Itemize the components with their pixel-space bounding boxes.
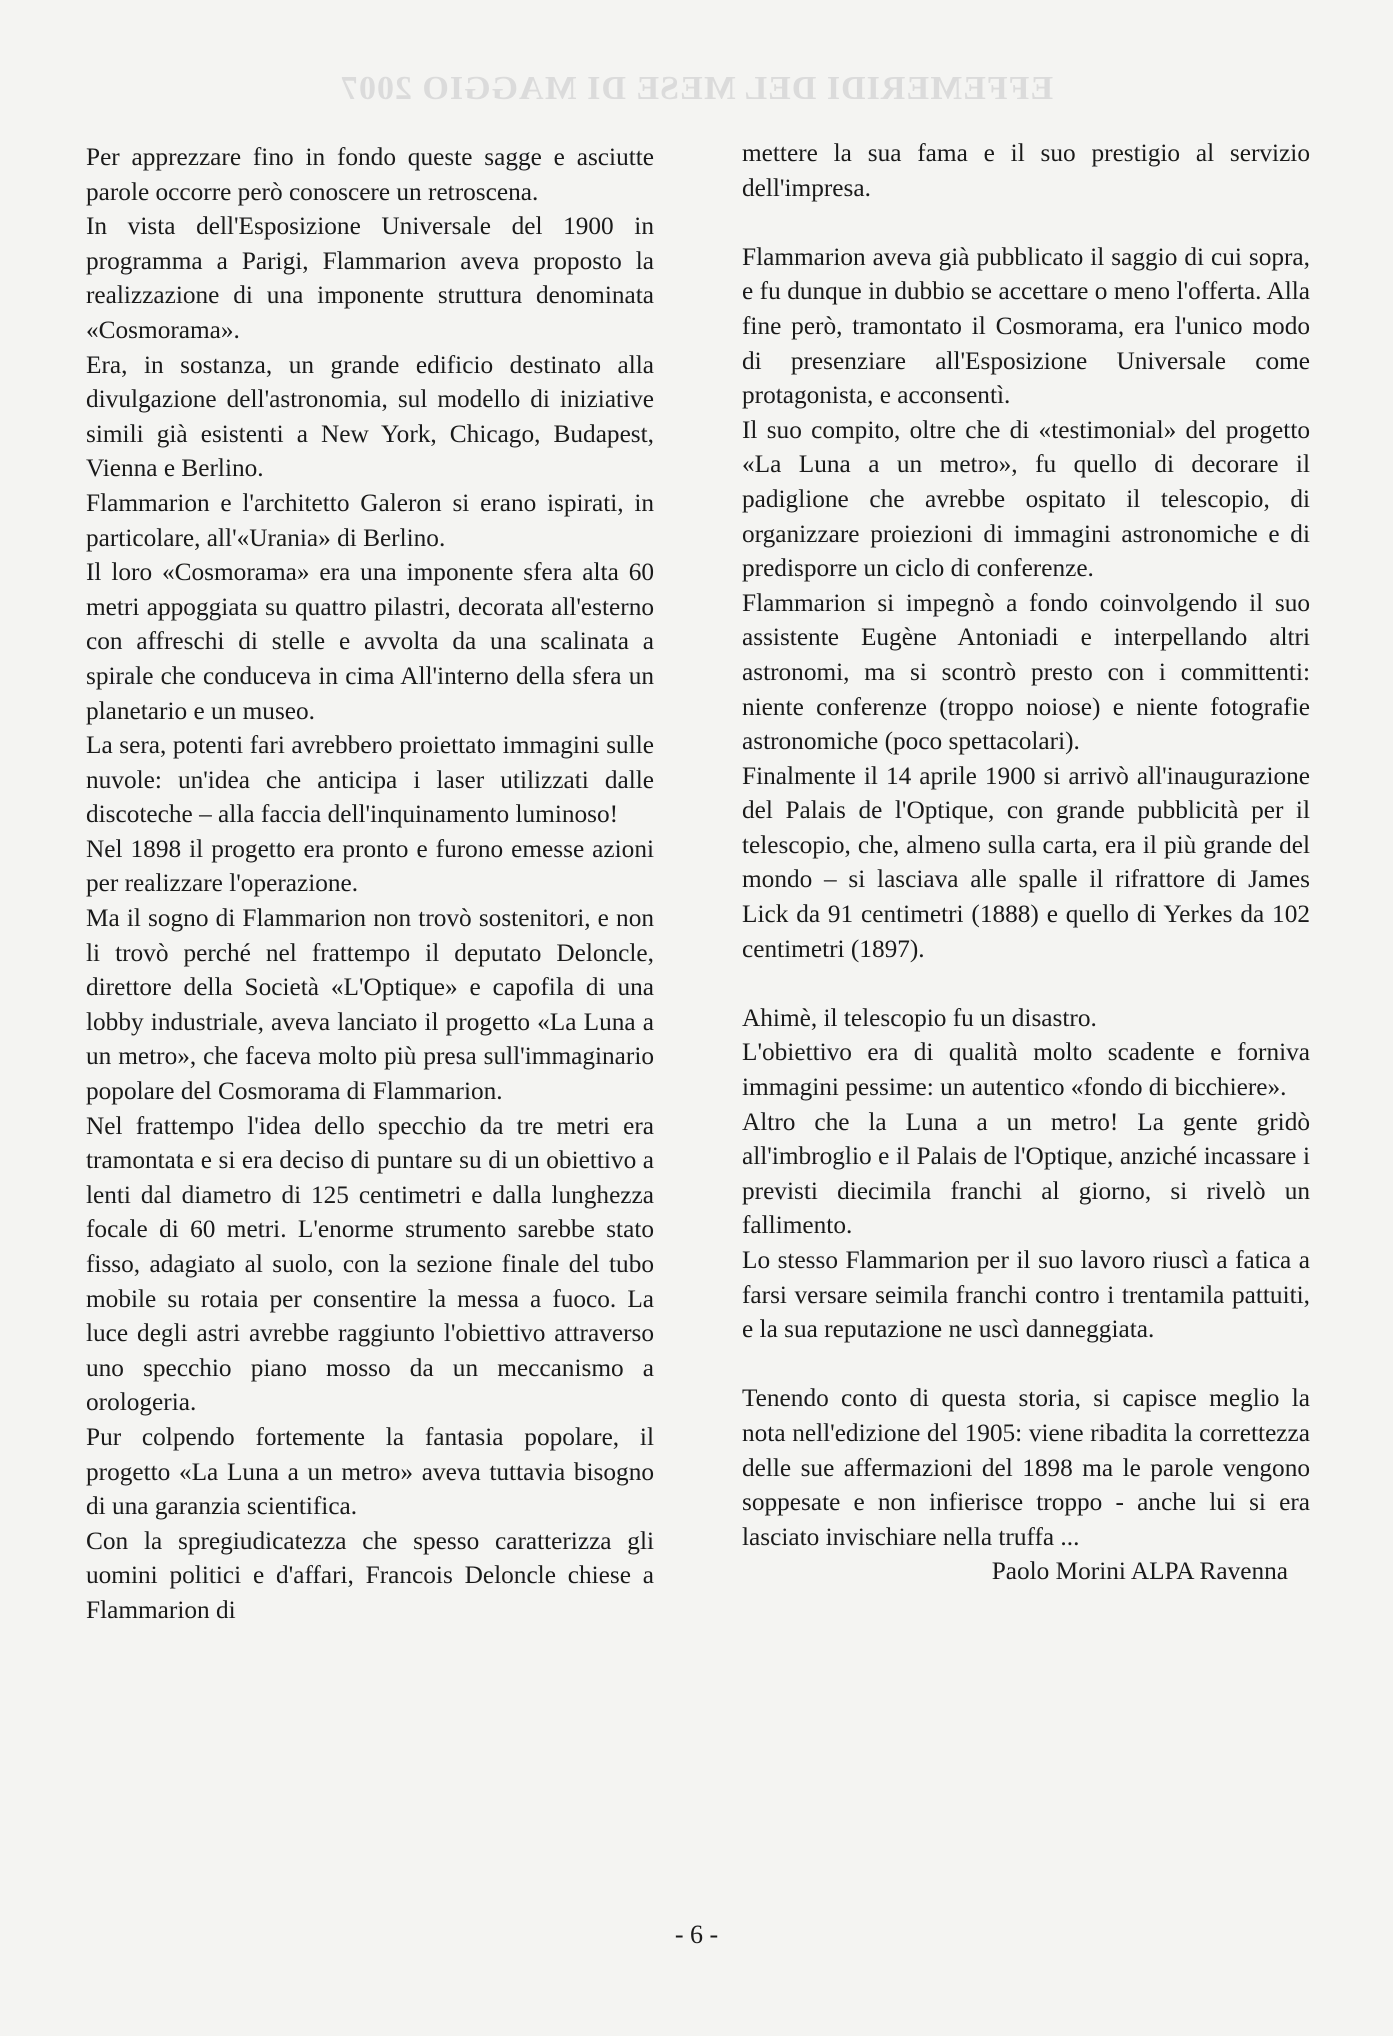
- paragraph: La sera, potenti fari avrebbero proiettato immagini sulle nuvole: un'idea che anticipa i laser utilizzati dalle discoteche – alla faccia dell'inquinamento luminoso!: [86, 731, 654, 829]
- page-number: - 6 -: [674, 1920, 719, 1949]
- author-signature: Paolo Morini ALPA Ravenna: [991, 1557, 1288, 1586]
- paragraph: Lo stesso Flammarion per il suo lavoro riuscì a fatica a farsi versare seimila franchi contro i trentamila pattuiti, e la sua reputazione ne uscì danneggiata.: [742, 1246, 1310, 1344]
- paragraph: Ahimè, il telescopio fu un disastro.: [742, 1003, 1097, 1032]
- paragraph: Il suo compito, oltre che di «testimonial» del progetto «La Luna a un metro», fu quello di decorare il padiglione che avrebbe ospitato il telescopio, di organizzare proiezioni di immagini astronomiche e di predisporre un ciclo di conferenze.: [742, 415, 1310, 583]
- paragraph: Ma il sogno di Flammarion non trovò sostenitori, e non li trovò perché nel frattempo il deputato Deloncle, direttore della Società «L'Optique» e capofila di una lobby industriale, aveva lanciato il progetto «La Luna a un metro», che faceva molto più presa sull'immaginario popolare del Cosmorama di Flammarion.: [86, 904, 654, 1106]
- paragraph: mettere la sua fama e il suo prestigio al servizio dell'impresa.: [742, 139, 1310, 202]
- paragraph-spacer: [742, 205, 1310, 240]
- paragraph: Nel frattempo l'idea dello specchio da tre metri era tramontata e si era deciso di puntare su di un obiettivo a lenti dal diametro di 125 centimetri e dalla lunghezza focale di 60 metri. L'enorme strumento sarebbe stato fisso, adagiato al suolo, con la sezione finale del tubo mobile su rotaia per consentire la messa a fuoco. La luce degli astri avrebbe raggiunto l'obiettivo attraverso uno specchio piano mosso da un meccanismo a orologeria.: [86, 1111, 654, 1417]
- paragraph: Altro che la Luna a un metro! La gente gridò all'imbroglio e il Palais de l'Optique, anziché incassare i previsti diecimila franchi al giorno, si rivelò un fallimento.: [742, 1107, 1310, 1240]
- paragraph: Il loro «Cosmorama» era una imponente sfera alta 60 metri appoggiata su quattro pilastri, decorata all'esterno con affreschi di stelle e avvolta da una scalinata a spirale che conduceva in cima All'interno della sfera un planetario e un museo.: [86, 558, 654, 725]
- paragraph: Pur colpendo fortemente la fantasia popolare, il progetto «La Luna a un metro» aveva tuttavia bisogno di una garanzia scientifica.: [86, 1422, 654, 1521]
- paragraph-spacer: [742, 1347, 1310, 1382]
- paragraph: Con la spregiudicatezza che spesso caratterizza gli uomini politici e d'affari, Francois Deloncle chiese a Flammarion di: [86, 1526, 654, 1624]
- paragraph: In vista dell'Esposizione Universale del 1900 in programma a Parigi, Flammarion aveva proposto la realizzazione di una imponente struttura denominata «Cosmorama».: [86, 212, 654, 344]
- paragraph: Tenendo conto di questa storia, si capisce meglio la nota nell'edizione del 1905: viene ribadita la correttezza delle sue affermazioni del 1898 ma le parole vengono soppesate e non infierisce troppo - anche lui si era lasciato invischiare nella truffa ...: [742, 1384, 1310, 1551]
- paragraph: Flammarion si impegnò a fondo coinvolgendo il suo assistente Eugène Antoniadi e interpellando altri astronomi, ma si scontrò presto con i committenti: niente conferenze (troppo noiose) e niente fotografie astronomiche (poco spettacolari).: [742, 588, 1310, 756]
- right-column: [742, 136, 1310, 1589]
- paragraph-spacer: [742, 966, 1310, 1001]
- paragraph: Flammarion e l'architetto Galeron si erano ispirati, in particolare, all'«Urania» di Berlino.: [86, 488, 654, 552]
- bleed-through-header: EFFEMERIDI DEL MESE DI MAGGIO 2007: [339, 70, 1054, 107]
- paragraph: Era, in sostanza, un grande edificio destinato alla divulgazione dell'astronomia, sul modello di iniziative simili già esistenti a New York, Chicago, Budapest, Vienna e Berlino.: [86, 350, 654, 483]
- paragraph: Finalmente il 14 aprile 1900 si arrivò all'inaugurazione del Palais de l'Optique, con grande pubblicità per il telescopio, che, almeno sulla carta, era il più grande del mondo – si lasciava alle spalle il rifrattore di James Lick da 91 centimetri (1888) e quello di Yerkes da 102 centimetri (1897).: [742, 761, 1310, 963]
- paragraph: Nel 1898 il progetto era pronto e furono emesse azioni per realizzare l'operazione.: [86, 834, 654, 898]
- paragraph: Flammarion aveva già pubblicato il saggio di cui sopra, e fu dunque in dubbio se accettare o meno l'offerta. Alla fine però, tramontato il Cosmorama, era l'unico modo di presenziare all'Esposizione Universale come protagonista, e acconsentì.: [742, 242, 1310, 410]
- paragraph: Per apprezzare fino in fondo queste sagge e asciutte parole occorre però conoscere un retroscena.: [86, 143, 654, 206]
- paragraph: L'obiettivo era di qualità molto scadente e forniva immagini pessime: un autentico «fondo di bicchiere».: [742, 1038, 1310, 1102]
- left-column: [86, 140, 654, 1628]
